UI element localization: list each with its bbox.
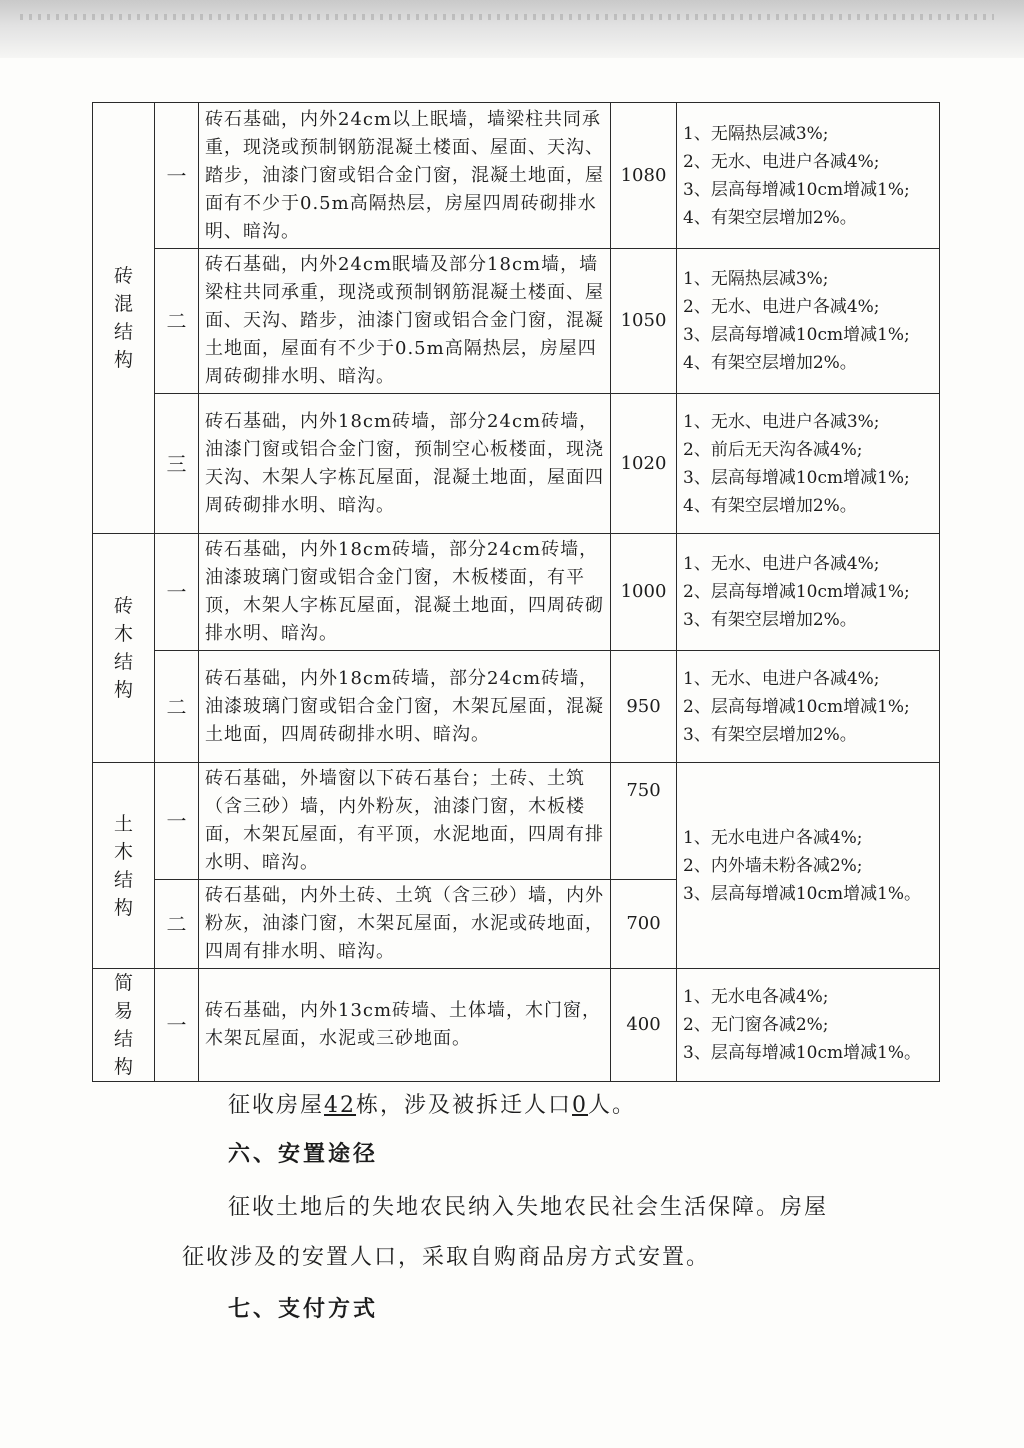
note-line: 3、层高每增减10cm增减1%。	[683, 883, 922, 904]
note-line: 1、无隔热层减3%;	[683, 269, 829, 289]
summary-middle: 栋，涉及被拆迁人口	[356, 1093, 573, 1118]
price-cell: 950	[611, 651, 677, 763]
note-line: 2、无水、电进户各减4%;	[683, 151, 880, 172]
notes-cell	[677, 249, 940, 394]
price-cell: 1080	[611, 103, 677, 249]
table-row	[93, 763, 940, 880]
grade-cell: 一	[155, 969, 199, 1082]
price-cell: 1020	[611, 394, 677, 534]
table-row	[93, 249, 940, 394]
note-line: 4、有架空层增加2%。	[683, 353, 857, 373]
house-count: 42	[324, 1093, 357, 1118]
grade-cell: 一	[155, 763, 199, 880]
category-cell: 简易结构	[93, 969, 155, 1082]
note-line: 3、有架空层增加2%。	[683, 610, 857, 630]
note-line: 2、层高每增减10cm增减1%;	[683, 582, 910, 602]
note-line: 2、无门窗各减2%;	[683, 1015, 829, 1035]
category-cell: 砖混结构	[93, 103, 155, 534]
note-line: 3、有架空层增加2%。	[683, 724, 857, 745]
note-line: 1、无水、电进户各减4%;	[683, 668, 880, 689]
category-cell: 砖木结构	[93, 534, 155, 763]
summary-prefix: 征收房屋	[228, 1093, 325, 1118]
note-line: 1、无水、电进户各减3%;	[683, 411, 880, 432]
people-count: 0	[572, 1093, 589, 1118]
note-line: 4、有架空层增加2%。	[683, 207, 857, 228]
note-line: 2、前后无天沟各减4%;	[683, 439, 863, 460]
description-cell: 砖石基础，内外18cm砖墙，部分24cm砖墙，油漆玻璃门窗或铝合金门窗，木板楼面，有平顶，木架人字栋瓦屋面，混凝土地面，四周砖砌排水明、暗沟。	[199, 534, 611, 651]
note-line: 2、内外墙未粉各减2%;	[683, 855, 863, 876]
compensation-price-table	[92, 102, 940, 1082]
note-line: 1、无水、电进户各减4%;	[683, 554, 880, 574]
note-line: 3、层高每增减10cm增减1%;	[683, 179, 910, 200]
table-row	[93, 394, 940, 534]
grade-cell: 二	[155, 651, 199, 763]
note-line: 3、层高每增减10cm增减1%。	[683, 1043, 922, 1063]
description-cell: 砖石基础，内外土砖、土筑（含三砂）墙，内外粉灰，油漆门窗，木架瓦屋面，水泥或砖地面，四周有排水明、暗沟。	[199, 880, 611, 969]
description-cell: 砖石基础，内外24cm以上眠墙，墙梁柱共同承重，现浇或预制钢筋混凝土楼面、屋面、天沟、踏步，油漆门窗或铝合金门窗，混凝土地面，屋面有不少于0.5m高隔热层，房屋四周砖砌排水明、暗沟。	[199, 103, 611, 249]
notes-cell	[677, 534, 940, 651]
category-cell: 土木结构	[93, 763, 155, 969]
note-line: 2、无水、电进户各减4%;	[683, 297, 880, 317]
note-line: 1、无水电进户各减4%;	[683, 827, 863, 848]
notes-cell	[677, 394, 940, 534]
note-line: 1、无水电各减4%;	[683, 987, 829, 1007]
notes-cell	[677, 969, 940, 1082]
price-cell: 750	[611, 763, 677, 880]
description-cell: 砖石基础，外墙窗以下砖石基台；土砖、土筑（含三砂）墙，内外粉灰，油漆门窗，木板楼面，木架瓦屋面，有平顶，水泥地面，四周有排水明、暗沟。	[199, 763, 611, 880]
table-row	[93, 534, 940, 651]
notes-cell	[677, 763, 940, 969]
note-line: 4、有架空层增加2%。	[683, 495, 857, 516]
note-line: 2、层高每增减10cm增减1%;	[683, 696, 910, 717]
price-cell: 700	[611, 880, 677, 969]
description-cell: 砖石基础，内外18cm砖墙，部分24cm砖墙，油漆玻璃门窗或铝合金门窗，木架瓦屋面，混凝土地面，四周砖砌排水明、暗沟。	[199, 651, 611, 763]
note-line: 3、层高每增减10cm增减1%;	[683, 325, 910, 345]
grade-cell: 三	[155, 394, 199, 534]
price-cell: 400	[611, 969, 677, 1082]
grade-cell: 一	[155, 534, 199, 651]
notes-cell	[677, 651, 940, 763]
description-cell: 砖石基础，内外13cm砖墙、土体墙，木门窗，木架瓦屋面，水泥或三砂地面。	[199, 969, 611, 1082]
summary-suffix: 人。	[588, 1093, 637, 1118]
grade-cell: 二	[155, 249, 199, 394]
table-row	[93, 103, 940, 249]
scan-edge-shadow	[0, 0, 1024, 58]
grade-cell: 二	[155, 880, 199, 969]
summary-line	[228, 1088, 636, 1119]
section-6-heading: 六、安置途径	[228, 1142, 379, 1167]
section-6-line-1: 征收土地后的失地农民纳入失地农民社会生活保障。房屋	[228, 1195, 829, 1220]
note-line: 1、无隔热层减3%;	[683, 123, 829, 144]
table-row	[93, 969, 940, 1082]
grade-cell: 一	[155, 103, 199, 249]
price-cell: 1050	[611, 249, 677, 394]
description-cell: 砖石基础，内外24cm眠墙及部分18cm墙，墙梁柱共同承重，现浇或预制钢筋混凝土楼面、屋面、天沟、踏步，油漆门窗或铝合金门窗，混凝土地面，屋面有不少于0.5m高隔热层，房屋四周砖砌排水明、暗沟。	[199, 249, 611, 394]
description-cell: 砖石基础，内外18cm砖墙，部分24cm砖墙，油漆门窗或铝合金门窗，预制空心板楼面，现浇天沟、木架人字栋瓦屋面，混凝土地面，屋面四周砖砌排水明、暗沟。	[199, 394, 611, 534]
note-line: 3、层高每增减10cm增减1%;	[683, 467, 910, 488]
table-row	[93, 651, 940, 763]
section-6-line-2: 征收涉及的安置人口，采取自购商品房方式安置。	[182, 1245, 711, 1270]
notes-cell	[677, 103, 940, 249]
section-7-heading: 七、支付方式	[228, 1297, 379, 1322]
price-cell: 1000	[611, 534, 677, 651]
